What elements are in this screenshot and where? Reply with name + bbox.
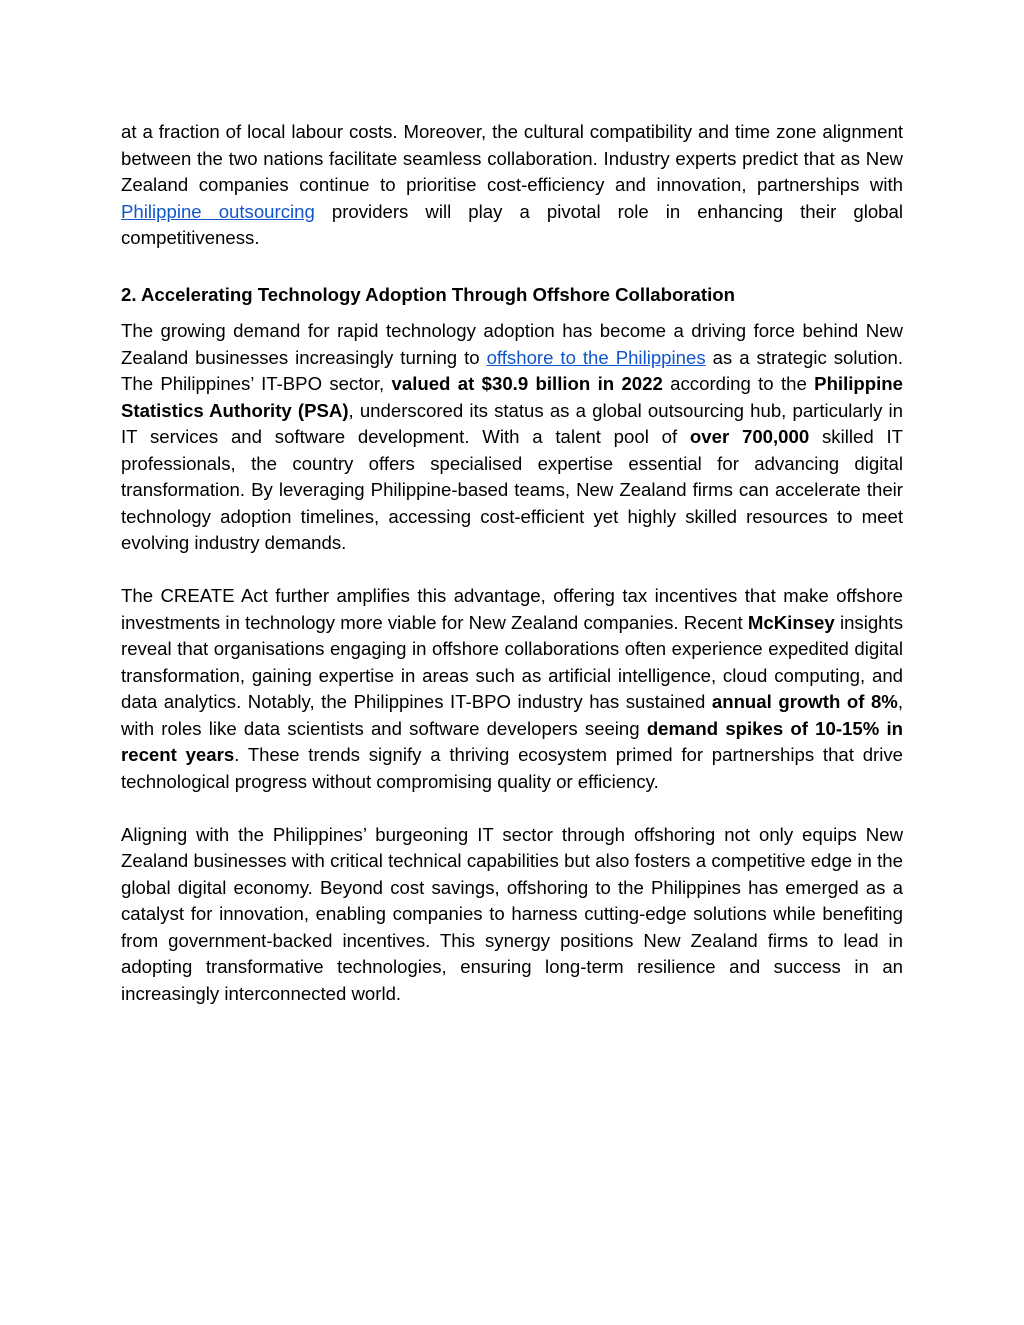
paragraph-text: Aligning with the Philippines’ burgeoning IT sector through offshoring not only equips New Zealand businesses with critical technical capabilities but also fosters a competitive edge in the global digital economy. Beyond cost savings, offshoring to the Philippines has emerged as a catalyst for innovation, enabling companies to harness cutting-edge solutions while benefiting from government-backed incentives. This synergy positions New Zealand firms to lead in adopting transformative technologies, ensuring long-term resilience and success in an increasingly interconnected world.: [121, 823, 903, 1004]
section-heading: 2. Accelerating Technology Adoption Through Offshore Collaboration: [121, 283, 735, 305]
paragraph-text: insights reveal that organisations engaging in offshore collaborations often experience expedited digital transformation, gaining expertise in areas such as artificial intelligence, cloud computing, and data analytics. Notably, the Philippines IT-BPO industry has sustained: [121, 611, 903, 712]
paragraph-text: providers will play a pivotal role in enhancing their global competitiveness.: [121, 200, 903, 248]
bold-annual-growth: annual growth of 8%: [711, 691, 898, 712]
paragraph-text: according to the: [662, 373, 815, 394]
philippine-outsourcing-link[interactable]: Philippine outsourcing: [121, 200, 315, 222]
offshore-to-the-philippines-link[interactable]: offshore to the Philippines: [486, 346, 706, 368]
paragraph-text: The growing demand for rapid technology adoption has become a driving force behind New Zealand businesses increasingly turning to: [121, 320, 903, 368]
paragraph-intro-continuation: [121, 119, 903, 252]
paragraph-text: as a strategic solution. The Philippines’ IT-BPO sector,: [121, 346, 903, 394]
bold-mckinsey: McKinsey: [747, 611, 835, 633]
paragraph-text: . These trends signify a thriving ecosystem primed for partnerships that drive technological progress without compromising quality or efficiency.: [121, 744, 904, 792]
bold-psa: Philippine Statistics Authority (PSA): [121, 373, 904, 421]
paragraph-create-act: [121, 583, 903, 795]
paragraph-text: , with roles like data scientists and software developers seeing: [121, 691, 903, 739]
paragraph-text: The CREATE Act further amplifies this advantage, offering tax incentives that make offshore investments in technology more viable for New Zealand companies. Recent: [121, 585, 903, 633]
paragraph-conclusion: [121, 822, 903, 1008]
bold-sector-value: valued at $30.9 billion in 2022: [391, 373, 663, 394]
document-page: [121, 119, 903, 1007]
paragraph-technology-demand: [121, 318, 903, 557]
paragraph-text: at a fraction of local labour costs. Moreover, the cultural compatibility and time zone alignment between the two nations facilitate seamless collaboration. Industry experts predict that as New Zealand companies continue to prioritise cost-efficiency and innovation, partnerships with: [121, 121, 903, 195]
paragraph-text: , underscored its status as a global outsourcing hub, particularly in IT services and software development. With a talent pool of: [121, 399, 904, 447]
bold-talent-pool: over 700,000: [689, 426, 810, 447]
bold-demand-spikes: demand spikes of 10-15% in recent years: [121, 717, 903, 765]
paragraph-text: skilled IT professionals, the country offers specialised expertise essential for advancing digital transformation. By leveraging Philippine-based teams, New Zealand firms can accelerate their technology adoption timelines, accessing cost-efficient yet highly skilled resources to meet evolving industry demands.: [121, 426, 903, 553]
